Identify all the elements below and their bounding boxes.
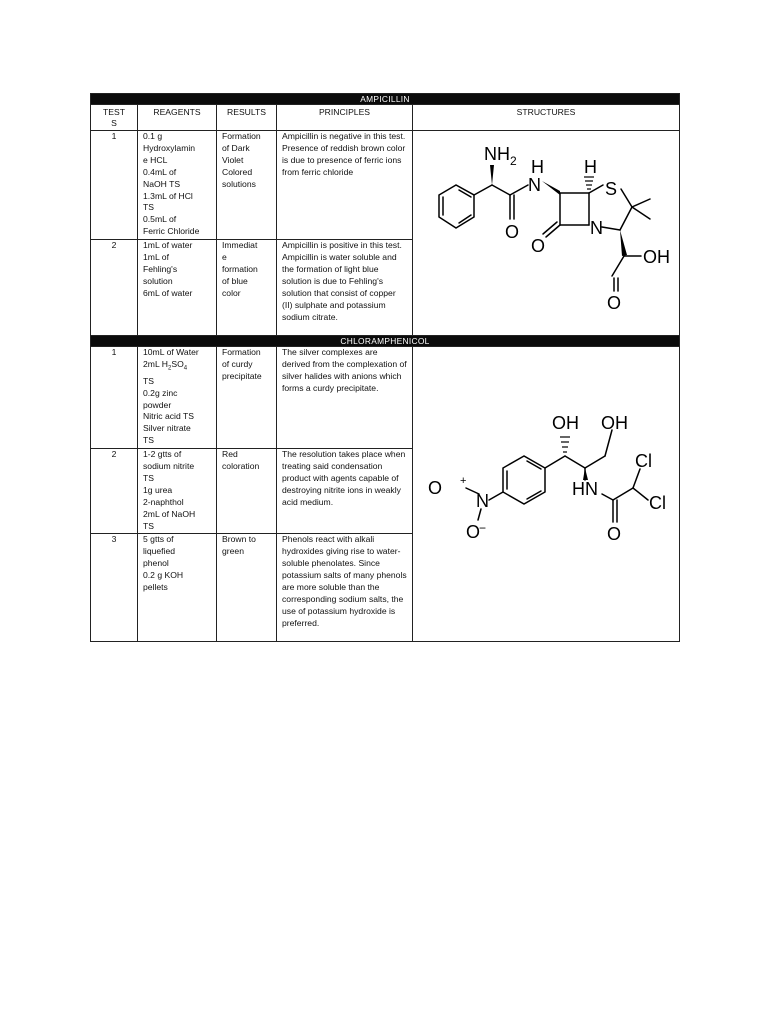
results-cell: Red coloration (217, 449, 277, 534)
table-row (91, 131, 680, 240)
amp-o-acid-label: O (606, 293, 621, 314)
header-structures: STRUCTURES (413, 105, 680, 131)
principles-cell: Ampicillin is negative in this test. Presence of reddish brown color is due to presence of ferric ions from ferric chloride (277, 131, 413, 240)
amp-nh2-label: $NH_2$ (483, 144, 517, 169)
chl-hn-label: HN (571, 479, 598, 500)
chloramphenicol-structure-drawing (414, 352, 679, 632)
chl-o-amide-label: O (606, 524, 621, 545)
principles-cell: Phenols react with alkali hydroxides giving rise to water- soluble phenolates. Since potassium salts of many phenols are more soluble than the corresponding sodium salts, the use of potassium hydroxide is preferred. (277, 534, 413, 642)
test-number: 3 (91, 534, 138, 642)
chl-o-nitro2-label: O (465, 522, 480, 543)
amp-oh-label: OH (642, 247, 670, 268)
principles-cell: The silver complexes are derived from the complexation of silver halides with anions which forms a curdy precipitate. (277, 347, 413, 449)
amp-s-label: S (604, 179, 617, 200)
amp-n-ring-label: N (589, 218, 603, 239)
results-cell: Immediat e formation of blue color (217, 240, 277, 336)
test-number: 1 (91, 347, 138, 449)
chl-minus-label: − (478, 521, 486, 536)
chl-oh1-label: OH (551, 413, 579, 434)
reagents-cell: 10mL of Water 2mL $H_2SO_4$ TS 0.2g zinc powder Nitric acid TS Silver nitrate TS (138, 347, 217, 449)
test-number: 2 (91, 449, 138, 534)
results-cell: Brown to green (217, 534, 277, 642)
chl-cl2-label: Cl (648, 493, 666, 514)
chl-n-nitro-label: N (475, 491, 489, 512)
chloramphenicol-structure (413, 347, 680, 642)
amp-o-amide-label: O (504, 222, 519, 243)
chl-plus-label: + (459, 475, 466, 488)
section-row-ampicillin (91, 94, 680, 105)
header-row (91, 105, 680, 131)
results-cell: Formation of Dark Violet Colored solutions (217, 131, 277, 240)
reagents-cell: 5 gtts of liquefied phenol 0.2 g KOH pellets (138, 534, 217, 642)
reagents-cell: 1mL of water 1mL of Fehling's solution 6mL of water (138, 240, 217, 336)
reagents-cell: 1-2 gtts of sodium nitrite TS 1g urea 2-naphthol 2mL of NaOH TS (138, 449, 217, 534)
header-reagents: REAGENTS (138, 105, 217, 131)
header-principles: PRINCIPLES (277, 105, 413, 131)
amp-o-lactam-label: O (530, 236, 545, 257)
reagents-cell: 0.1 g Hydroxylamin e HCL 0.4mL of NaOH TS 1.3mL of HCl TS 0.5mL of Ferric Chloride (138, 131, 217, 240)
chl-oh2-label: OH (600, 413, 628, 434)
results-cell: Formation of curdy precipitate (217, 347, 277, 449)
header-tests: TEST S (91, 105, 138, 131)
amp-n-amide-label: N (527, 175, 541, 196)
principles-cell: Ampicillin is positive in this test. Ampicillin is water soluble and the formation of light blue solution is due to Fehling's solution that consist of copper (II) sulphate and potassium sodium citrate. (277, 240, 413, 336)
ampicillin-structure (413, 131, 680, 336)
ampicillin-structure-drawing (414, 133, 679, 329)
principles-cell: The resolution takes place when treating said condensation product with agents capable of destroying nitrite ions in weakly acid medium. (277, 449, 413, 534)
table-row (91, 347, 680, 449)
section-title-ampicillin: AMPICILLIN (91, 94, 680, 105)
test-number: 1 (91, 131, 138, 240)
section-row-chloramphenicol (91, 336, 680, 347)
section-title-chloramphenicol: CHLORAMPHENICOL (91, 336, 680, 347)
amp-h-label: H (530, 157, 544, 178)
header-results: RESULTS (217, 105, 277, 131)
h2so4-line: 2mL $H_2SO_4$ (143, 359, 188, 372)
amp-h-ring-label: H (583, 157, 597, 178)
chl-o-nitro1-label: O (427, 478, 442, 499)
chl-cl1-label: Cl (634, 451, 652, 472)
test-number: 2 (91, 240, 138, 336)
drug-tests-table (90, 93, 680, 642)
